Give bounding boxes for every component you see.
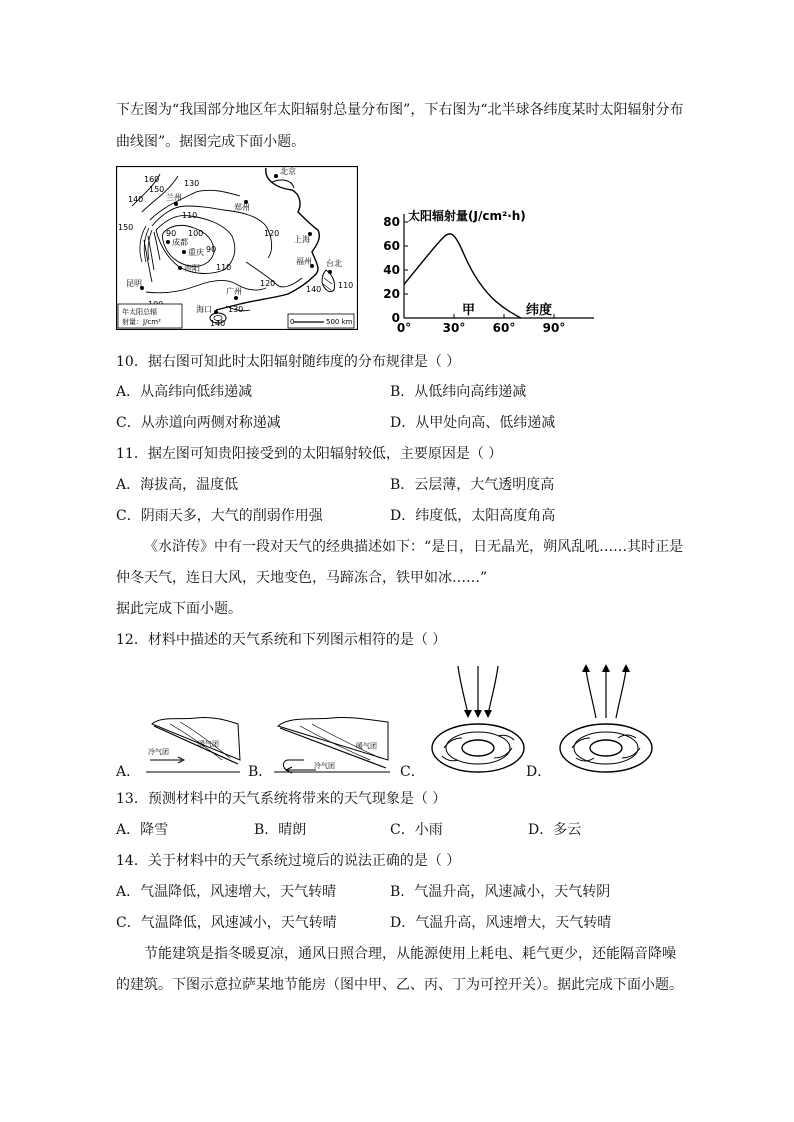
scale-right-label: 500 km <box>326 318 353 326</box>
radiation-latitude-chart <box>376 206 600 334</box>
q13-stem: 13．预测材料中的天气系统将带来的天气现象是（ ） <box>116 791 447 807</box>
inner-isobar <box>462 740 494 756</box>
city-label: 海口 <box>196 305 212 314</box>
city-dot <box>274 174 278 178</box>
q12-stem: 12．材料中描述的天气系统和下列图示相符的是（ ） <box>116 632 447 648</box>
city-dot <box>166 240 170 244</box>
city-dot <box>234 296 238 300</box>
q10-option-c: C．从赤道向两侧对称递减 <box>116 415 281 431</box>
city-label: 福州 <box>296 257 312 266</box>
cold-air-label: 冷气团 <box>148 748 169 756</box>
chart-y-axis-label: 太阳辐射量(J/cm²·h) <box>408 209 526 223</box>
q14-option-c: C．气温降低，风速减小，天气转晴 <box>116 915 337 931</box>
q14-option-b: B．气温升高，风速减小，天气转阴 <box>390 884 611 900</box>
q11-option-a: A．海拔高，温度低 <box>116 477 239 493</box>
contour-label: 100 <box>188 229 204 238</box>
contour-label: 160 <box>144 175 160 184</box>
q11-option-c: C．阴雨天多，大气的削弱作用强 <box>116 508 323 524</box>
y-tick-label: 0 <box>391 311 400 325</box>
y-tick-label: 60 <box>383 239 400 253</box>
passage3-line-1: 节能建筑是指冬暖夏凉，通风日照合理，从能源使用上耗电、耗气更少，还能隔音降噪 <box>144 946 676 962</box>
legend-line-2: 射量：J/cm² <box>122 318 161 326</box>
city-label: 上海 <box>294 235 310 244</box>
q13-option-c: C．小雨 <box>390 822 443 838</box>
scale-left-label: 0 <box>290 318 295 326</box>
x-tick-label: 30° <box>442 321 466 334</box>
city-label: 兰州 <box>166 193 182 202</box>
city-dot <box>182 250 186 254</box>
middle-isobar <box>574 732 638 764</box>
contour-label: 150 <box>149 185 165 194</box>
q10-option-a: A．从高纬向低纬递减 <box>116 384 253 400</box>
q13-option-b: B．晴朗 <box>254 822 307 838</box>
q12-option-d-label: D． <box>526 764 552 780</box>
q14-option-d: D．气温升高，风速增大，天气转晴 <box>390 915 612 931</box>
q12-figure-d-low-pressure <box>556 662 656 778</box>
solar-radiation-map <box>116 166 358 330</box>
passage3-line-2: 的建筑。下图示意拉萨某地节能房（图中甲、乙、丙、丁为可控开关）。据此完成下面小题。 <box>116 977 683 993</box>
y-tick-label: 80 <box>383 215 400 229</box>
contour-label: 120 <box>260 279 276 288</box>
chart-axes <box>404 214 594 318</box>
inflow-arrows <box>572 735 640 761</box>
q14-stem: 14．关于材料中的天气系统过境后的说法正确的是（ ） <box>116 853 461 869</box>
passage2-line-3: 据此完成下面小题。 <box>116 601 242 617</box>
city-dot <box>178 266 182 270</box>
contour-label: 120 <box>264 229 280 238</box>
q14-option-a: A．气温降低，风速增大，天气转晴 <box>116 884 337 900</box>
contour-label: 90 <box>206 245 217 254</box>
q12-figure-b-front <box>270 712 396 778</box>
q13-option-d: D．多云 <box>528 822 582 838</box>
q10-option-d: D．从甲处向高、低纬递减 <box>390 415 556 431</box>
contour-label: 130 <box>184 179 200 188</box>
city-label: 贵阳 <box>184 264 200 273</box>
arrow-heads <box>464 710 492 718</box>
city-label: 台北 <box>326 259 342 268</box>
cold-air-label: 冷气团 <box>314 762 335 770</box>
legend-line-1: 年太阳总辐 <box>122 308 157 316</box>
contour-label: 110 <box>338 281 354 290</box>
descending-arrows <box>458 666 498 714</box>
chart-annotation-jia: 甲 <box>462 303 476 318</box>
q11-option-d: D．纬度低，太阳高度角高 <box>390 508 556 524</box>
city-label: 重庆 <box>188 248 204 257</box>
q10-stem: 10．据右图可知此时太阳辐射随纬度的分布规律是（ ） <box>116 354 461 370</box>
q10-option-b: B．从低纬向高纬递减 <box>390 384 527 400</box>
cloud-outline <box>278 717 388 760</box>
middle-isobar <box>446 732 510 764</box>
q12-option-c-label: C． <box>400 764 425 780</box>
city-label: 昆明 <box>126 279 142 288</box>
outflow-arrows <box>442 735 514 761</box>
city-dot <box>174 202 178 206</box>
y-tick-label: 40 <box>383 263 400 277</box>
x-tick-label: 0° <box>396 321 412 334</box>
contour-label: 110 <box>182 211 198 220</box>
chart-x-axis-label: 纬度 <box>526 303 553 318</box>
q11-stem: 11．据左图可知贵阳接受到的太阳辐射较低，主要原因是（ ） <box>116 446 503 462</box>
contour-label: 140 <box>128 195 144 204</box>
warm-air-label: 暖气团 <box>356 742 377 750</box>
q12-figure-a-cold-front <box>140 712 244 778</box>
arrow-heads <box>582 664 630 672</box>
city-label: 广州 <box>226 287 242 296</box>
q12-option-a-label: A． <box>116 764 141 780</box>
q12-option-b-label: B． <box>248 764 273 780</box>
passage2-line-1: 《水浒传》中有一段对天气的经典描述如下：“是日，日无晶光，朔风乱吼……其时正是 <box>144 539 684 555</box>
contour-label: 110 <box>216 263 232 272</box>
x-tick-label: 60° <box>492 321 516 334</box>
city-label: 郑州 <box>234 203 250 212</box>
ascending-arrows <box>586 670 626 718</box>
contour-label: 150 <box>118 223 134 232</box>
contour-label: 130 <box>228 305 244 314</box>
y-tick-label: 20 <box>383 287 400 301</box>
contour-label: 140 <box>306 285 322 294</box>
passage2-line-2: 仲冬天气，连日大风，天地变色，马蹄冻合，铁甲如冰……” <box>116 570 488 586</box>
q13-option-a: A．降雪 <box>116 822 169 838</box>
city-label: 北京 <box>280 167 296 176</box>
warm-air-label: 暖气团 <box>198 740 219 748</box>
city-label: 成都 <box>172 238 188 247</box>
x-tick-label: 90° <box>542 321 566 334</box>
q12-figure-c-high-pressure <box>428 662 528 778</box>
q11-option-b: B．云层薄，大气透明度高 <box>390 477 555 493</box>
intro-line-1: 下左图为“我国部分地区年太阳辐射总量分布图”，下右图为“北半球各纬度某时太阳辐射分布 <box>116 102 684 118</box>
contour-label: 90 <box>166 229 177 238</box>
city-dot <box>214 310 218 314</box>
intro-line-2: 曲线图”。据图完成下面小题。 <box>116 134 306 150</box>
inner-isobar <box>590 740 622 756</box>
city-dot <box>328 270 332 274</box>
contour-label: 140 <box>210 319 226 328</box>
